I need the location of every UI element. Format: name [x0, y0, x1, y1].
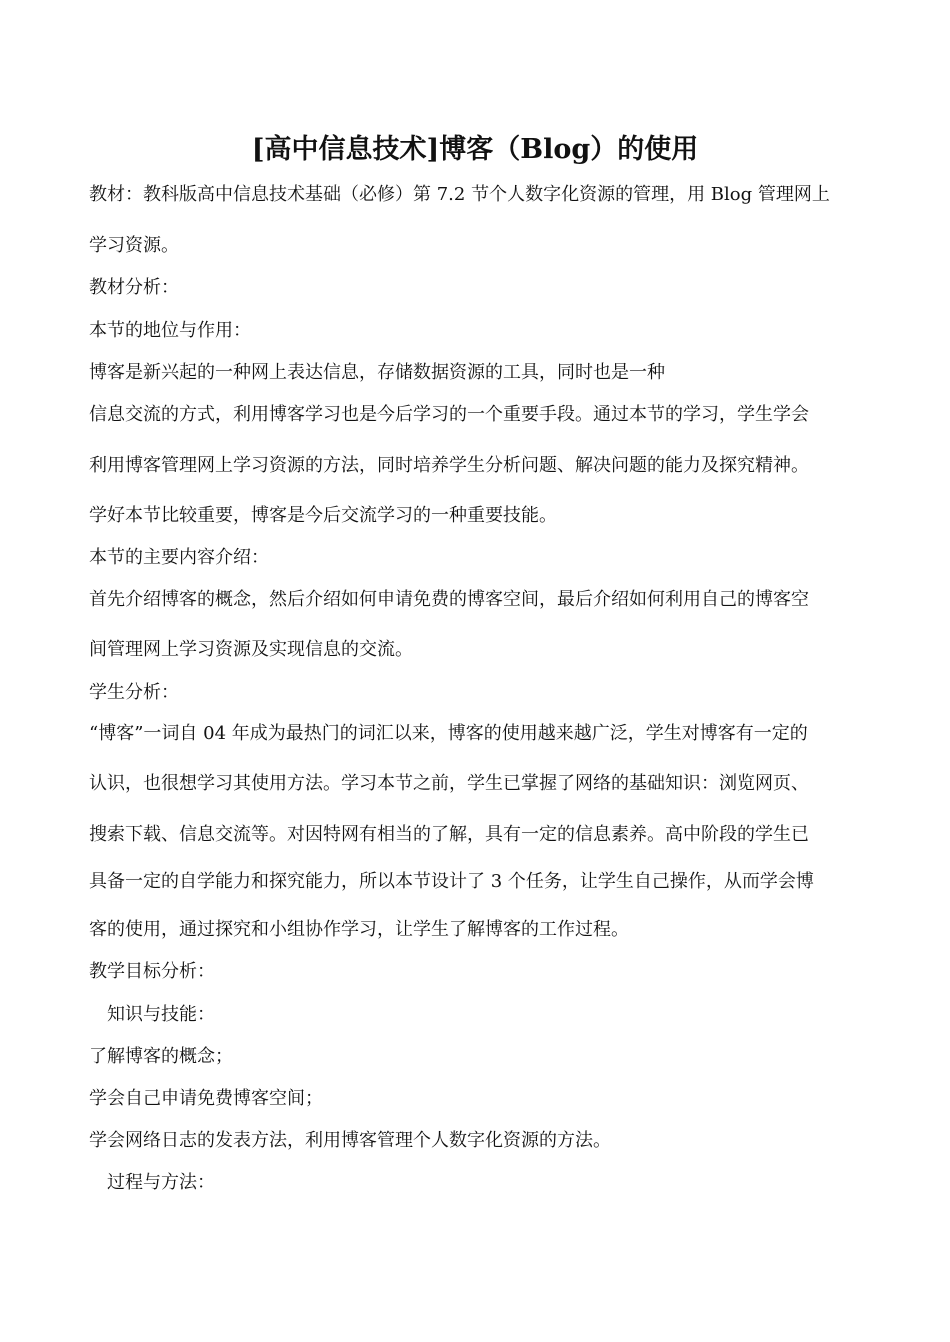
section-heading: 本节的地位与作用： — [89, 320, 251, 341]
document-title: [高中信息技术]博客（Blog）的使用 — [251, 134, 699, 165]
paragraph-line: 学好本节比较重要，博客是今后交流学习的一种重要技能。 — [89, 505, 557, 526]
paragraph-line: 教材：教科版高中信息技术基础（必修）第 7.2 节个人数字化资源的管理，用 Blog 管理网上 — [89, 184, 830, 205]
subsection-heading: 过程与方法： — [107, 1172, 215, 1193]
list-item: 学会自己申请免费博客空间； — [89, 1088, 323, 1109]
section-heading: 教学目标分析： — [89, 961, 215, 982]
paragraph-line: 利用博客管理网上学习资源的方法，同时培养学生分析问题、解决问题的能力及探究精神。 — [89, 455, 809, 476]
list-item: 学会网络日志的发表方法，利用博客管理个人数字化资源的方法。 — [89, 1130, 611, 1151]
section-heading: 教材分析： — [89, 277, 179, 298]
paragraph-line: 博客是新兴起的一种网上表达信息，存储数据资源的工具，同时也是一种 — [89, 362, 665, 383]
paragraph-line: 间管理网上学习资源及实现信息的交流。 — [89, 639, 413, 660]
section-heading: 本节的主要内容介绍： — [89, 547, 269, 568]
paragraph-line: 学习资源。 — [89, 235, 179, 256]
paragraph-line: “博客”一词自 04 年成为最热门的词汇以来，博客的使用越来越广泛，学生对博客有一定的 — [89, 723, 808, 744]
paragraph-line: 首先介绍博客的概念，然后介绍如何申请免费的博客空间，最后介绍如何利用自己的博客空 — [89, 589, 809, 610]
subsection-heading: 知识与技能： — [107, 1004, 215, 1025]
paragraph-line: 信息交流的方式，利用博客学习也是今后学习的一个重要手段。通过本节的学习，学生学会 — [89, 404, 809, 425]
paragraph-line: 客的使用，通过探究和小组协作学习，让学生了解博客的工作过程。 — [89, 919, 629, 940]
list-item: 了解博客的概念； — [89, 1046, 233, 1067]
paragraph-line: 认识，也很想学习其使用方法。学习本节之前，学生已掌握了网络的基础知识：浏览网页、 — [89, 773, 809, 794]
paragraph-line: 搜索下载、信息交流等。对因特网有相当的了解，具有一定的信息素养。高中阶段的学生已 — [89, 824, 809, 845]
paragraph-line: 具备一定的自学能力和探究能力，所以本节设计了 3 个任务，让学生自己操作，从而学会博 — [89, 871, 814, 892]
section-heading: 学生分析： — [89, 682, 179, 703]
